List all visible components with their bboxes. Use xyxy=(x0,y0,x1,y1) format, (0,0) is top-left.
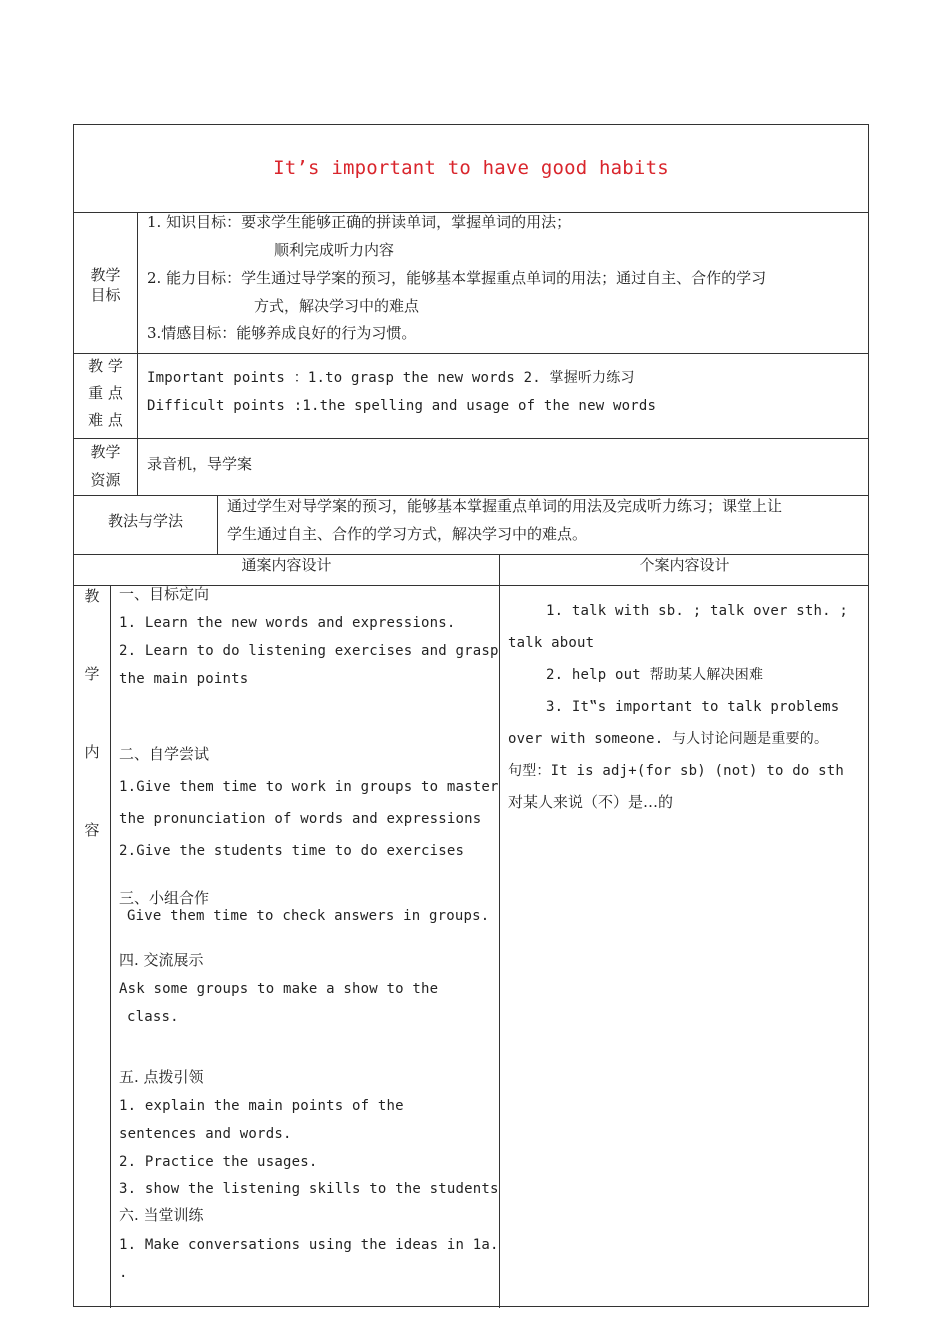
column-divider xyxy=(217,495,218,554)
individual-line: 对某人来说（不）是…的 xyxy=(508,793,674,811)
content-line: 2. Practice the usages. xyxy=(119,1154,318,1170)
content-line: 1. explain the main points of the xyxy=(119,1098,404,1114)
row-divider xyxy=(74,353,868,354)
resources-label xyxy=(74,438,137,494)
teaching-label-char: 教 xyxy=(84,587,100,605)
content-line: 1. Learn the new words and expressions. xyxy=(119,615,456,631)
individual-line: over with someone. 与人讨论问题是重要的。 xyxy=(508,731,829,747)
content-line: 2. Learn to do listening exercises and grasp xyxy=(119,643,499,659)
column-divider xyxy=(110,585,111,1308)
individual-line: 1. talk with sb. ; talk over sth. ; xyxy=(546,603,849,619)
common-design-header: 通案内容设计 xyxy=(241,556,332,574)
resources-content: 录音机，导学案 xyxy=(147,455,253,473)
difficult-points: Difficult points :1.the spelling and usage of the new words xyxy=(147,398,657,414)
section-heading: 五. 点拨引领 xyxy=(119,1068,204,1086)
section-heading: 六. 当堂训练 xyxy=(119,1206,204,1224)
content-line: 1. Make conversations using the ideas in 1a. xyxy=(119,1237,499,1253)
objective-knowledge-continued: 顺利完成听力内容 xyxy=(274,241,395,259)
teaching-label-char: 内 xyxy=(84,743,100,761)
individual-line: 3. It‟s important to talk problems xyxy=(546,699,840,715)
methods-content-continued: 学生通过自主、合作的学习方式，解决学习中的难点。 xyxy=(227,525,588,543)
objective-emotion: 3.情感目标：能够养成良好的行为习惯。 xyxy=(147,324,417,342)
content-line: Ask some groups to make a show to the xyxy=(119,981,439,997)
important-points: Important points ：1.to grasp the new words 2. 掌握听力练习 xyxy=(147,370,635,386)
key-points-label-line: 难 点 xyxy=(88,411,123,429)
individual-line: 句型：It is adj+(for sb) (not) to do sth xyxy=(508,763,844,779)
methods-content: 通过学生对导学案的预习，能够基本掌握重点单词的用法及完成听力练习；课堂上让 xyxy=(227,497,783,515)
key-points-label xyxy=(74,353,137,434)
content-line: sentences and words. xyxy=(119,1126,292,1142)
content-line: the main points xyxy=(119,671,249,687)
content-line: the pronunciation of words and expressions xyxy=(119,811,482,827)
resources-label-line: 教学 xyxy=(90,443,121,461)
content-line: Give them time to check answers in groups. xyxy=(127,908,490,924)
teaching-label-char: 容 xyxy=(84,821,100,839)
teaching-label-char: 学 xyxy=(84,665,100,683)
content-line: 3. show the listening skills to the students xyxy=(119,1181,499,1197)
individual-line: 2. help out 帮助某人解决困难 xyxy=(546,667,764,683)
individual-line: talk about xyxy=(508,635,595,651)
content-line: class. xyxy=(127,1009,179,1025)
content-line: . xyxy=(119,1265,128,1281)
resources-label-line: 资源 xyxy=(90,471,121,489)
objectives-label-line: 目标 xyxy=(90,286,121,304)
section-heading: 一、目标定向 xyxy=(119,585,210,603)
row-divider xyxy=(74,438,868,439)
document-title: It’s important to have good habits xyxy=(273,157,669,179)
key-points-label-line: 重 点 xyxy=(88,384,123,402)
individual-design-header: 个案内容设计 xyxy=(639,556,730,574)
section-heading: 二、自学尝试 xyxy=(119,745,210,763)
objectives-label-line: 教学 xyxy=(90,266,121,284)
methods-label: 教法与学法 xyxy=(107,512,183,530)
section-heading: 三、小组合作 xyxy=(119,889,210,907)
key-points-label-line: 教 学 xyxy=(88,357,123,375)
lesson-plan-table xyxy=(73,124,869,1307)
section-heading: 四. 交流展示 xyxy=(119,951,204,969)
objective-ability-continued: 方式，解决学习中的难点 xyxy=(254,297,420,315)
column-divider xyxy=(137,212,138,495)
content-line: 1.Give them time to work in groups to master xyxy=(119,779,499,795)
objective-ability: 2. 能力目标：学生通过导学案的预习，能够基本掌握重点单词的用法；通过自主、合作的学习 xyxy=(147,269,767,287)
row-divider xyxy=(74,495,868,496)
objective-knowledge: 1. 知识目标：要求学生能够正确的拼读单词，掌握单词的用法； xyxy=(147,213,572,231)
content-line: 2.Give the students time to do exercises xyxy=(119,843,465,859)
column-divider xyxy=(499,554,500,1308)
objectives-label xyxy=(74,265,137,305)
